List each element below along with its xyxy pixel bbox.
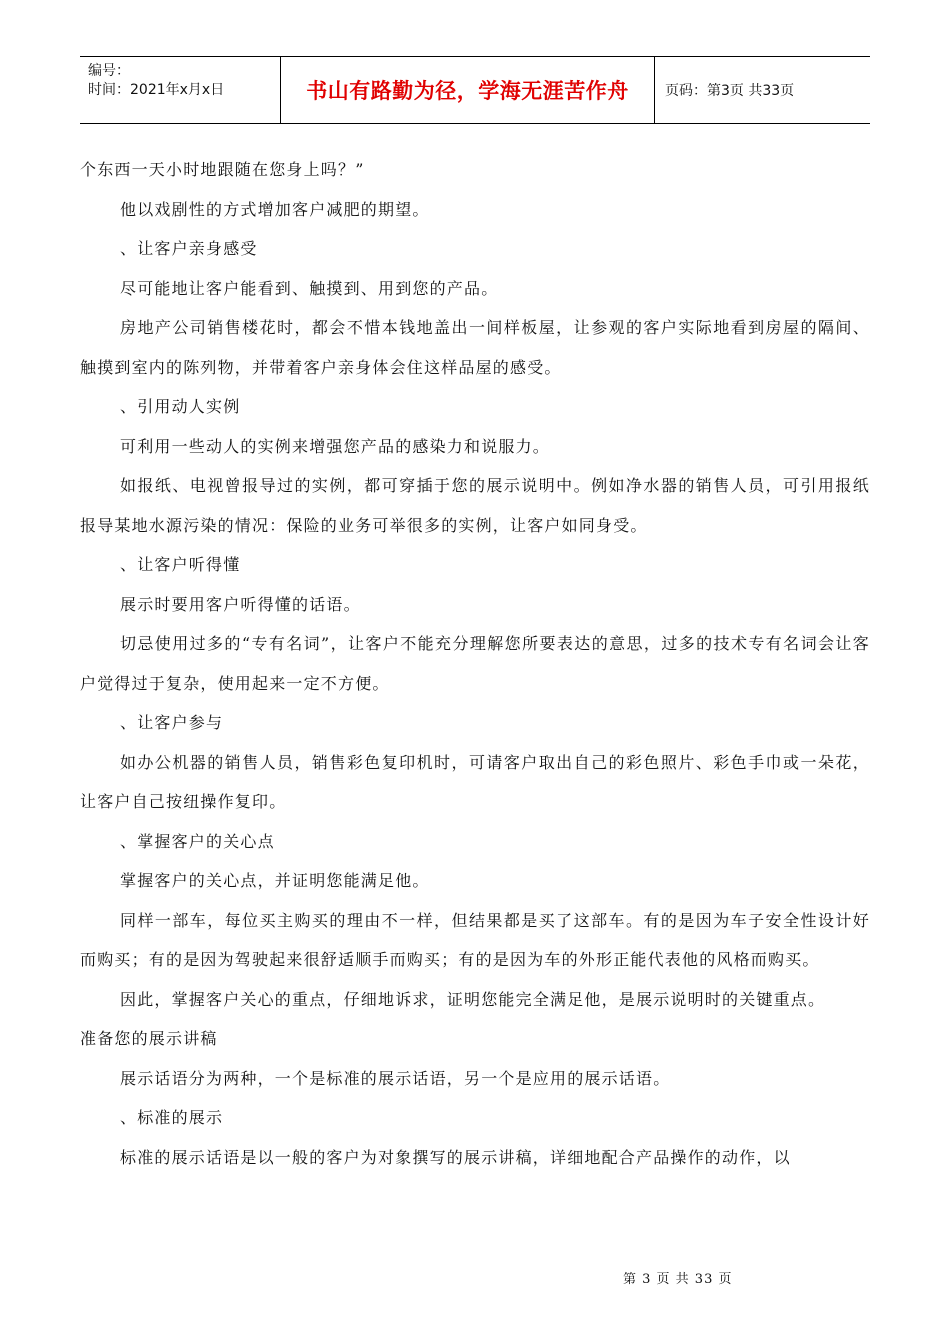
- paragraph: 房地产公司销售楼花时，都会不惜本钱地盖出一间样板屋，让参观的客户实际地看到房屋的隔间、触摸到室内的陈列物，并带着客户亲身体会住这样品屋的感受。: [80, 318, 870, 377]
- header-meta: [80, 57, 281, 123]
- paragraph: 、标准的展示: [120, 1108, 224, 1127]
- paragraph: 展示话语分为两种，一个是标准的展示话语，另一个是应用的展示话语。: [120, 1068, 671, 1088]
- paragraph: 同样一部车，每位买主购买的理由不一样，但结果都是买了这部车。有的是因为车子安全性设计好而购买；有的是因为驾驶起来很舒适顺手而购买；有的是因为车的外形正能代表他的风格而购买。: [80, 910, 870, 969]
- paragraph: 如报纸、电视曾报导过的实例，都可穿插于您的展示说明中。例如净水器的销售人员，可引用报纸报导某地水源污染的情况：保险的业务可举很多的实例，让客户如同身受。: [80, 476, 870, 535]
- header-motto-cell: [281, 57, 655, 123]
- header-motto: 书山有路勤为径，学海无涯苦作舟: [306, 79, 629, 103]
- paragraph: 展示时要用客户听得懂的话语。: [120, 594, 361, 614]
- paragraph: 如办公机器的销售人员，销售彩色复印机时，可请客户取出自己的彩色照片、彩色手巾或一朵花，让客户自己按纽操作复印。: [80, 752, 870, 811]
- paragraph: 尽可能地让客户能看到、触摸到、用到您的产品。: [120, 278, 499, 298]
- paragraph: 、引用动人实例: [120, 397, 241, 416]
- date-label: 时间：2021年x月x日: [88, 82, 225, 98]
- header-page-info: 页码：第3页 共33页: [665, 83, 795, 99]
- page-footer: 第 3 页 共 33 页: [623, 1272, 733, 1287]
- paragraph: 可利用一些动人的实例来增强您产品的感染力和说服力。: [120, 436, 551, 456]
- document-body: [80, 150, 870, 1177]
- header-page-info-cell: [655, 57, 870, 123]
- paragraph: 掌握客户的关心点，并证明您能满足他。: [120, 871, 430, 890]
- paragraph: 、让客户亲身感受: [120, 239, 258, 258]
- paragraph: 切忌使用过多的“专有名词”，让客户不能充分理解您所要表达的意思，过多的技术专有名词会让客户觉得过于复杂，使用起来一定不方便。: [80, 634, 870, 693]
- paragraph: 、让客户参与: [120, 713, 224, 732]
- paragraph: 因此，掌握客户关心的重点，仔细地诉求，证明您能完全满足他，是展示说明时的关键重点。: [120, 989, 826, 1009]
- paragraph: 标准的展示话语是以一般的客户为对象撰写的展示讲稿，详细地配合产品操作的动作，以: [120, 1147, 791, 1167]
- paragraph: 、让客户听得懂: [120, 555, 241, 574]
- paragraph: 个东西一天小时地跟随在您身上吗？”: [80, 160, 365, 179]
- paragraph: 、掌握客户的关心点: [120, 831, 275, 851]
- page-header: [80, 56, 870, 124]
- serial-number-label: 编号：: [88, 63, 130, 79]
- paragraph: 准备您的展示讲稿: [80, 1029, 218, 1048]
- paragraph: 他以戏剧性的方式增加客户减肥的期望。: [120, 199, 430, 219]
